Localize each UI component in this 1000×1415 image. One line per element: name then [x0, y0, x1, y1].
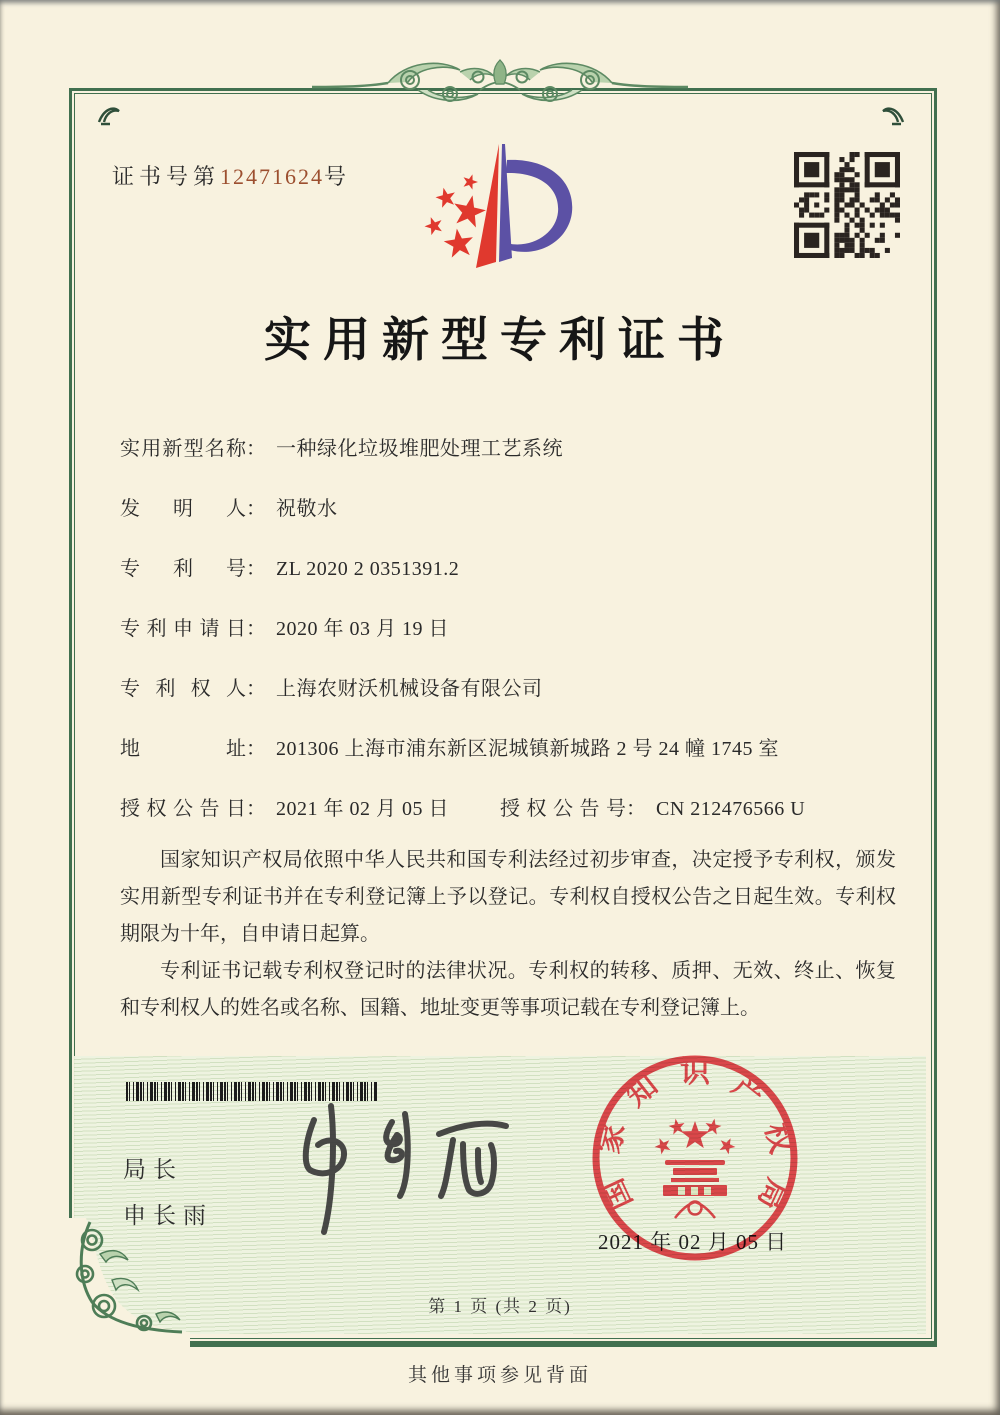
field-value: 祝敬水 [276, 498, 338, 520]
field-colon: ： [246, 798, 266, 820]
field-grant-number [500, 792, 805, 821]
svg-text:知: 知 [619, 1068, 664, 1114]
corner-ornament-right-icon [880, 102, 906, 126]
director-title: 局长 [123, 1156, 183, 1182]
svg-text:产: 产 [726, 1068, 771, 1114]
legal-paragraph-2: 专利证书记载专利权登记时的法律状况。专利权的转移、质押、无效、终止、恢复和专利权人的姓名或名称、国籍、地址变更等事项记载在专利登记簿上。 [120, 960, 896, 1019]
certificate-number-suffix: 号 [324, 164, 352, 189]
field-value: 2021 年 02 月 05 日 [276, 798, 449, 820]
field-colon: ： [246, 438, 266, 460]
svg-text:国: 国 [596, 1173, 639, 1215]
field-colon: ： [246, 738, 266, 760]
director-block [123, 1146, 213, 1238]
field-row-inventor [120, 492, 910, 521]
field-row-grant-date [120, 792, 910, 821]
field-label: 授权公告号 [500, 798, 626, 820]
director-signature [276, 1098, 516, 1238]
field-label: 专利申请日 [120, 618, 246, 640]
field-value: 2020 年 03 月 19 日 [276, 618, 449, 640]
svg-text:识: 识 [680, 1056, 710, 1089]
field-row-name [120, 432, 910, 461]
field-label: 发明人 [120, 498, 246, 520]
cnipa-logo [400, 136, 620, 294]
field-value: 一种绿化垃圾堆肥处理工艺系统 [276, 438, 563, 460]
field-colon: ： [246, 558, 266, 580]
legal-text [120, 842, 896, 1027]
field-colon: ： [626, 798, 646, 820]
field-label: 专利权人 [120, 678, 246, 700]
certificate-number-value: 12471624 [220, 164, 325, 189]
field-value: 上海农财沃机械设备有限公司 [276, 678, 543, 700]
field-label: 实用新型名称 [120, 438, 246, 460]
field-value: CN 212476566 U [656, 798, 806, 820]
director-name: 申长雨 [123, 1202, 213, 1228]
field-row-patent-no [120, 552, 910, 581]
corner-ornament-left-icon [96, 102, 122, 126]
svg-text:家: 家 [592, 1119, 632, 1157]
field-label: 授权公告日 [120, 798, 246, 820]
certificate-number-prefix: 证书号第 [112, 164, 221, 189]
field-colon: ： [246, 498, 266, 520]
official-seal [585, 1048, 805, 1268]
field-label: 地址 [120, 738, 246, 760]
field-colon: ： [246, 618, 266, 640]
svg-text:局: 局 [751, 1173, 794, 1215]
seal-date: 2021 年 02 月 05 日 [598, 1230, 788, 1254]
top-garland-ornament [310, 50, 690, 122]
certificate-number [112, 160, 351, 191]
page-number: 第 1 页 (共 2 页) [428, 1297, 572, 1316]
field-row-filing-date [120, 612, 910, 641]
legal-paragraph-1: 国家知识产权局依照中华人民共和国专利法经过初步审查，决定授予专利权，颁发实用新型专利证书并在专利登记簿上予以登记。专利权自授权公告之日起生效。专利权期限为十年，自申请日起算。 [120, 849, 896, 945]
field-colon: ： [246, 678, 266, 700]
seal-national-emblem [652, 1117, 738, 1218]
back-note: 其他事项参见背面 [407, 1365, 592, 1386]
qr-code [794, 152, 900, 258]
field-value: 201306 上海市浦东新区泥城镇新城路 2 号 24 幢 1745 室 [276, 738, 779, 760]
field-row-address [120, 732, 910, 761]
field-label: 专利号 [120, 558, 246, 580]
field-row-patentee [120, 672, 910, 701]
certificate-title: 实用新型专利证书 [264, 315, 736, 367]
field-value: ZL 2020 2 0351391.2 [276, 558, 460, 580]
svg-text:权: 权 [758, 1119, 798, 1157]
